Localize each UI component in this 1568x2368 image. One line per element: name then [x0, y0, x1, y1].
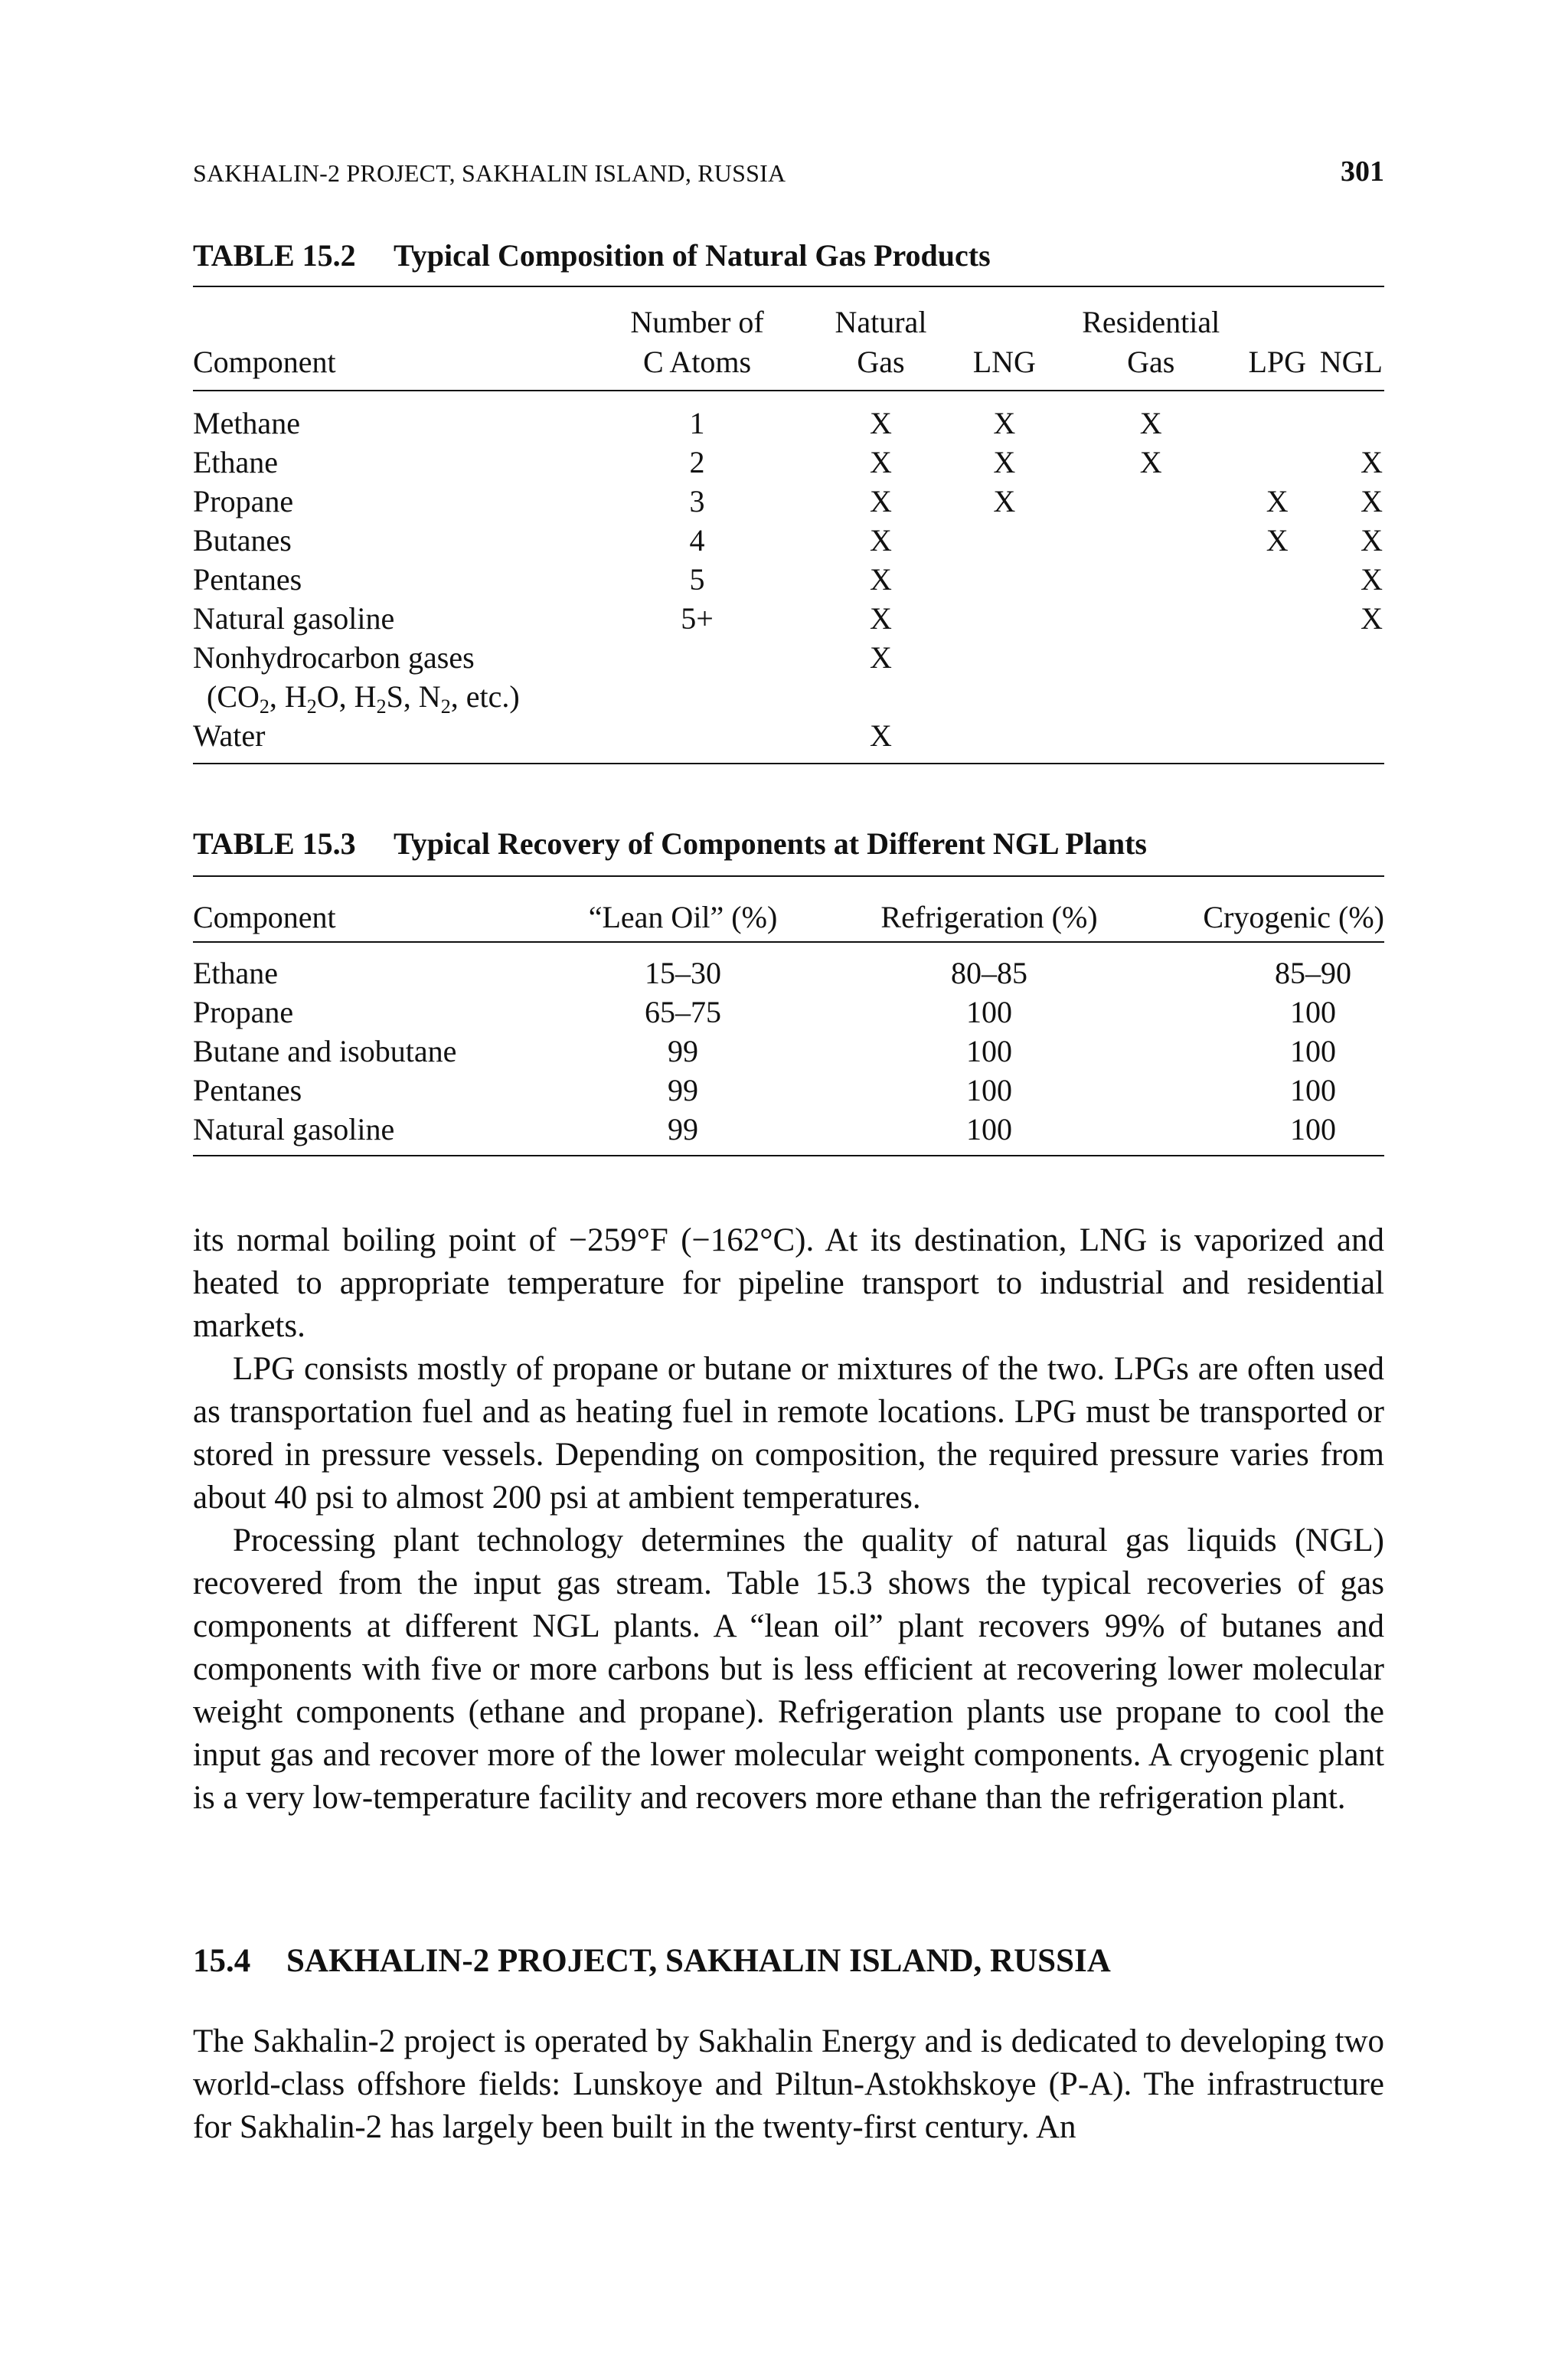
table-label: TABLE 15.3 [193, 826, 356, 861]
cell-lng [942, 716, 1067, 764]
cell-refrigeration: 100 [966, 1073, 1012, 1107]
table-header-row [193, 286, 1384, 391]
cell-refrigeration: 100 [966, 1034, 1012, 1068]
running-header [193, 150, 1384, 196]
col-header-refrigeration: Refrigeration (%) [821, 876, 1158, 942]
cell-component: Pentanes [193, 1073, 302, 1107]
table-row [193, 677, 1384, 716]
cell-residential [1067, 521, 1235, 560]
cell-component: Butanes [193, 523, 292, 558]
cell-component-subnote: ($CO_2$, $H_2O$, $H_2S$, $N_2$, etc.) [207, 679, 520, 718]
cell-cryogenic: 100 [1290, 1034, 1336, 1068]
table-row [193, 1071, 1384, 1110]
cell-lng [942, 677, 1067, 716]
cell-lpg: X [1266, 484, 1289, 518]
cell-residential [1067, 716, 1235, 764]
cell-component: Pentanes [193, 562, 302, 597]
table-row [193, 599, 1384, 638]
cell-lpg [1235, 443, 1320, 482]
table-label: TABLE 15.2 [193, 238, 356, 273]
paragraph-processing-plants: Processing plant technology determines the quality of natural gas liquids (NGL) recovered from the input gas stream. Table 15.3 shows the typical recoveries of gas components at different NGL plants. A “lean oil” plant recovers 99% of butanes and components with five or more carbons but is less efficient at recovering lower molecular weight components (ethane and propane). Refrigeration plants use propane to cool the input gas and recover more of the lower molecular weight components. A cryogenic plant is a very low-temperature facility and recovers more ethane than the refrigeration plant. [193, 1523, 1384, 1816]
cell-component: Butane and isobutane [193, 1034, 457, 1068]
table-title: Typical Recovery of Components at Different NGL Plants [394, 826, 1147, 861]
cell-natural-gas [820, 677, 942, 716]
cell-residential: X [1139, 406, 1162, 440]
cell-component: Ethane [193, 445, 279, 479]
cell-natural-gas: X [870, 445, 892, 479]
col-header-component: Component [193, 876, 545, 942]
cell-residential [1067, 638, 1235, 677]
cell-lpg [1235, 599, 1320, 638]
cell-natural-gas: X [870, 640, 892, 675]
cell-component: Nonhydrocarbon gases [193, 640, 475, 675]
cell-c-atoms [574, 638, 820, 677]
cell-lean-oil: 99 [545, 1110, 821, 1156]
cell-refrigeration: 80–85 [951, 956, 1027, 990]
cell-c-atoms [574, 677, 820, 716]
cell-c-atoms [574, 716, 820, 764]
cell-natural-gas: X [870, 562, 892, 597]
table-row [193, 993, 1384, 1032]
cell-lpg [1235, 391, 1320, 443]
cell-residential [1067, 482, 1235, 521]
cell-component: Natural gasoline [193, 601, 395, 636]
col-header-ngl: NGL [1320, 286, 1384, 391]
cell-c-atoms: 5+ [681, 601, 714, 636]
col-header-cryogenic: Cryogenic (%) [1158, 876, 1384, 942]
cell-lng [942, 521, 1067, 560]
table-row [193, 942, 1384, 993]
table-row [193, 482, 1384, 521]
cell-ngl: X [1361, 601, 1383, 636]
cell-cryogenic: 85–90 [1275, 956, 1351, 990]
table-row [193, 443, 1384, 482]
cell-ngl [1320, 638, 1384, 677]
cell-lng: X [993, 445, 1016, 479]
cell-c-atoms: 3 [689, 484, 705, 518]
col-header-residential-gas: Residential Gas [1067, 286, 1235, 391]
cell-component: Water [193, 716, 574, 764]
cell-lpg [1235, 716, 1320, 764]
cell-ngl [1320, 391, 1384, 443]
cell-cryogenic: 100 [1290, 995, 1336, 1029]
section-title: SAKHALIN-2 PROJECT, SAKHALIN ISLAND, RUSSIA [286, 1943, 1111, 1979]
cell-lean-oil: 15–30 [645, 956, 721, 990]
cell-refrigeration: 100 [821, 1110, 1158, 1156]
cell-ngl [1320, 716, 1384, 764]
cell-ngl: X [1361, 445, 1383, 479]
section-heading [193, 1942, 1111, 1980]
cell-lean-oil: 65–75 [645, 995, 721, 1029]
col-header-lean-oil: “Lean Oil” (%) [545, 876, 821, 942]
running-title: SAKHALIN-2 PROJECT, SAKHALIN ISLAND, RUSSIA [193, 159, 786, 187]
table-15-2-caption [193, 237, 991, 273]
page-number: 301 [1341, 155, 1384, 188]
table-15-3 [193, 875, 1384, 1156]
table-row [193, 1032, 1384, 1071]
table-row [193, 391, 1384, 443]
col-header-c-atoms: Number of C Atoms [574, 286, 820, 391]
cell-ngl: X [1361, 562, 1383, 597]
cell-c-atoms: 4 [689, 523, 705, 558]
cell-lng: X [993, 406, 1016, 440]
table-header-row [193, 876, 1384, 942]
paragraph-lpg: LPG consists mostly of propane or butane or mixtures of the two. LPGs are often used as transportation fuel and as heating fuel in remote locations. LPG must be transported or stored in pressure vessels. Depending on composition, the required pressure varies from about 40 psi to almost 200 psi at ambient temperatures. [193, 1351, 1384, 1516]
cell-c-atoms: 5 [689, 562, 705, 597]
cell-residential: X [1139, 445, 1162, 479]
table-15-2 [193, 286, 1384, 764]
cell-lean-oil: 99 [668, 1073, 698, 1107]
table-title: Typical Composition of Natural Gas Products [394, 238, 991, 273]
cell-refrigeration: 100 [966, 995, 1012, 1029]
table-15-3-caption [193, 826, 1147, 862]
cell-residential [1067, 560, 1235, 599]
cell-lng [942, 599, 1067, 638]
col-header-lpg: LPG [1235, 286, 1320, 391]
cell-natural-gas: X [870, 484, 892, 518]
cell-lng [942, 560, 1067, 599]
cell-ngl: X [1361, 523, 1383, 558]
paragraph-sakhalin-intro: The Sakhalin-2 project is operated by Sakhalin Energy and is dedicated to developing two world-class offshore fields: Lunskoye and Piltun-Astokhskoye (P-A). The infrastructure for Sakhalin-2 has largely been built in the twenty-first century. An [193, 2023, 1384, 2145]
cell-component: Methane [193, 406, 300, 440]
col-header-component: Component [193, 286, 574, 391]
cell-natural-gas: X [870, 601, 892, 636]
cell-c-atoms: 2 [689, 445, 705, 479]
cell-natural-gas: X [870, 406, 892, 440]
cell-lng: X [993, 484, 1016, 518]
paragraph-lng-boiling-point: its normal boiling point of −259°F (−162°C). At its destination, LNG is vaporized and heated to appropriate temperature for pipeline transport to industrial and residential markets. [193, 1222, 1384, 1344]
cell-lng [942, 638, 1067, 677]
cell-natural-gas: X [820, 716, 942, 764]
cell-ngl [1320, 677, 1384, 716]
cell-cryogenic: 100 [1290, 1073, 1336, 1107]
cell-lpg [1235, 677, 1320, 716]
cell-component: Natural gasoline [193, 1110, 545, 1156]
table-row [193, 521, 1384, 560]
cell-lpg [1235, 560, 1320, 599]
cell-component: Propane [193, 484, 294, 518]
cell-ngl: X [1361, 484, 1383, 518]
table-row [193, 1110, 1384, 1156]
cell-lpg [1235, 638, 1320, 677]
cell-lean-oil: 99 [668, 1034, 698, 1068]
table-row [193, 560, 1384, 599]
cell-lpg: X [1266, 523, 1289, 558]
section-number: 15.4 [193, 1943, 251, 1979]
cell-cryogenic: 100 [1158, 1110, 1384, 1156]
cell-component: Propane [193, 995, 294, 1029]
cell-c-atoms: 1 [689, 406, 705, 440]
cell-natural-gas: X [870, 523, 892, 558]
table-row [193, 716, 1384, 764]
table-row [193, 638, 1384, 677]
col-header-natural-gas: Natural Gas [820, 286, 942, 391]
cell-component: Ethane [193, 956, 279, 990]
col-header-lng: LNG [942, 286, 1067, 391]
cell-residential [1067, 677, 1235, 716]
cell-residential [1067, 599, 1235, 638]
